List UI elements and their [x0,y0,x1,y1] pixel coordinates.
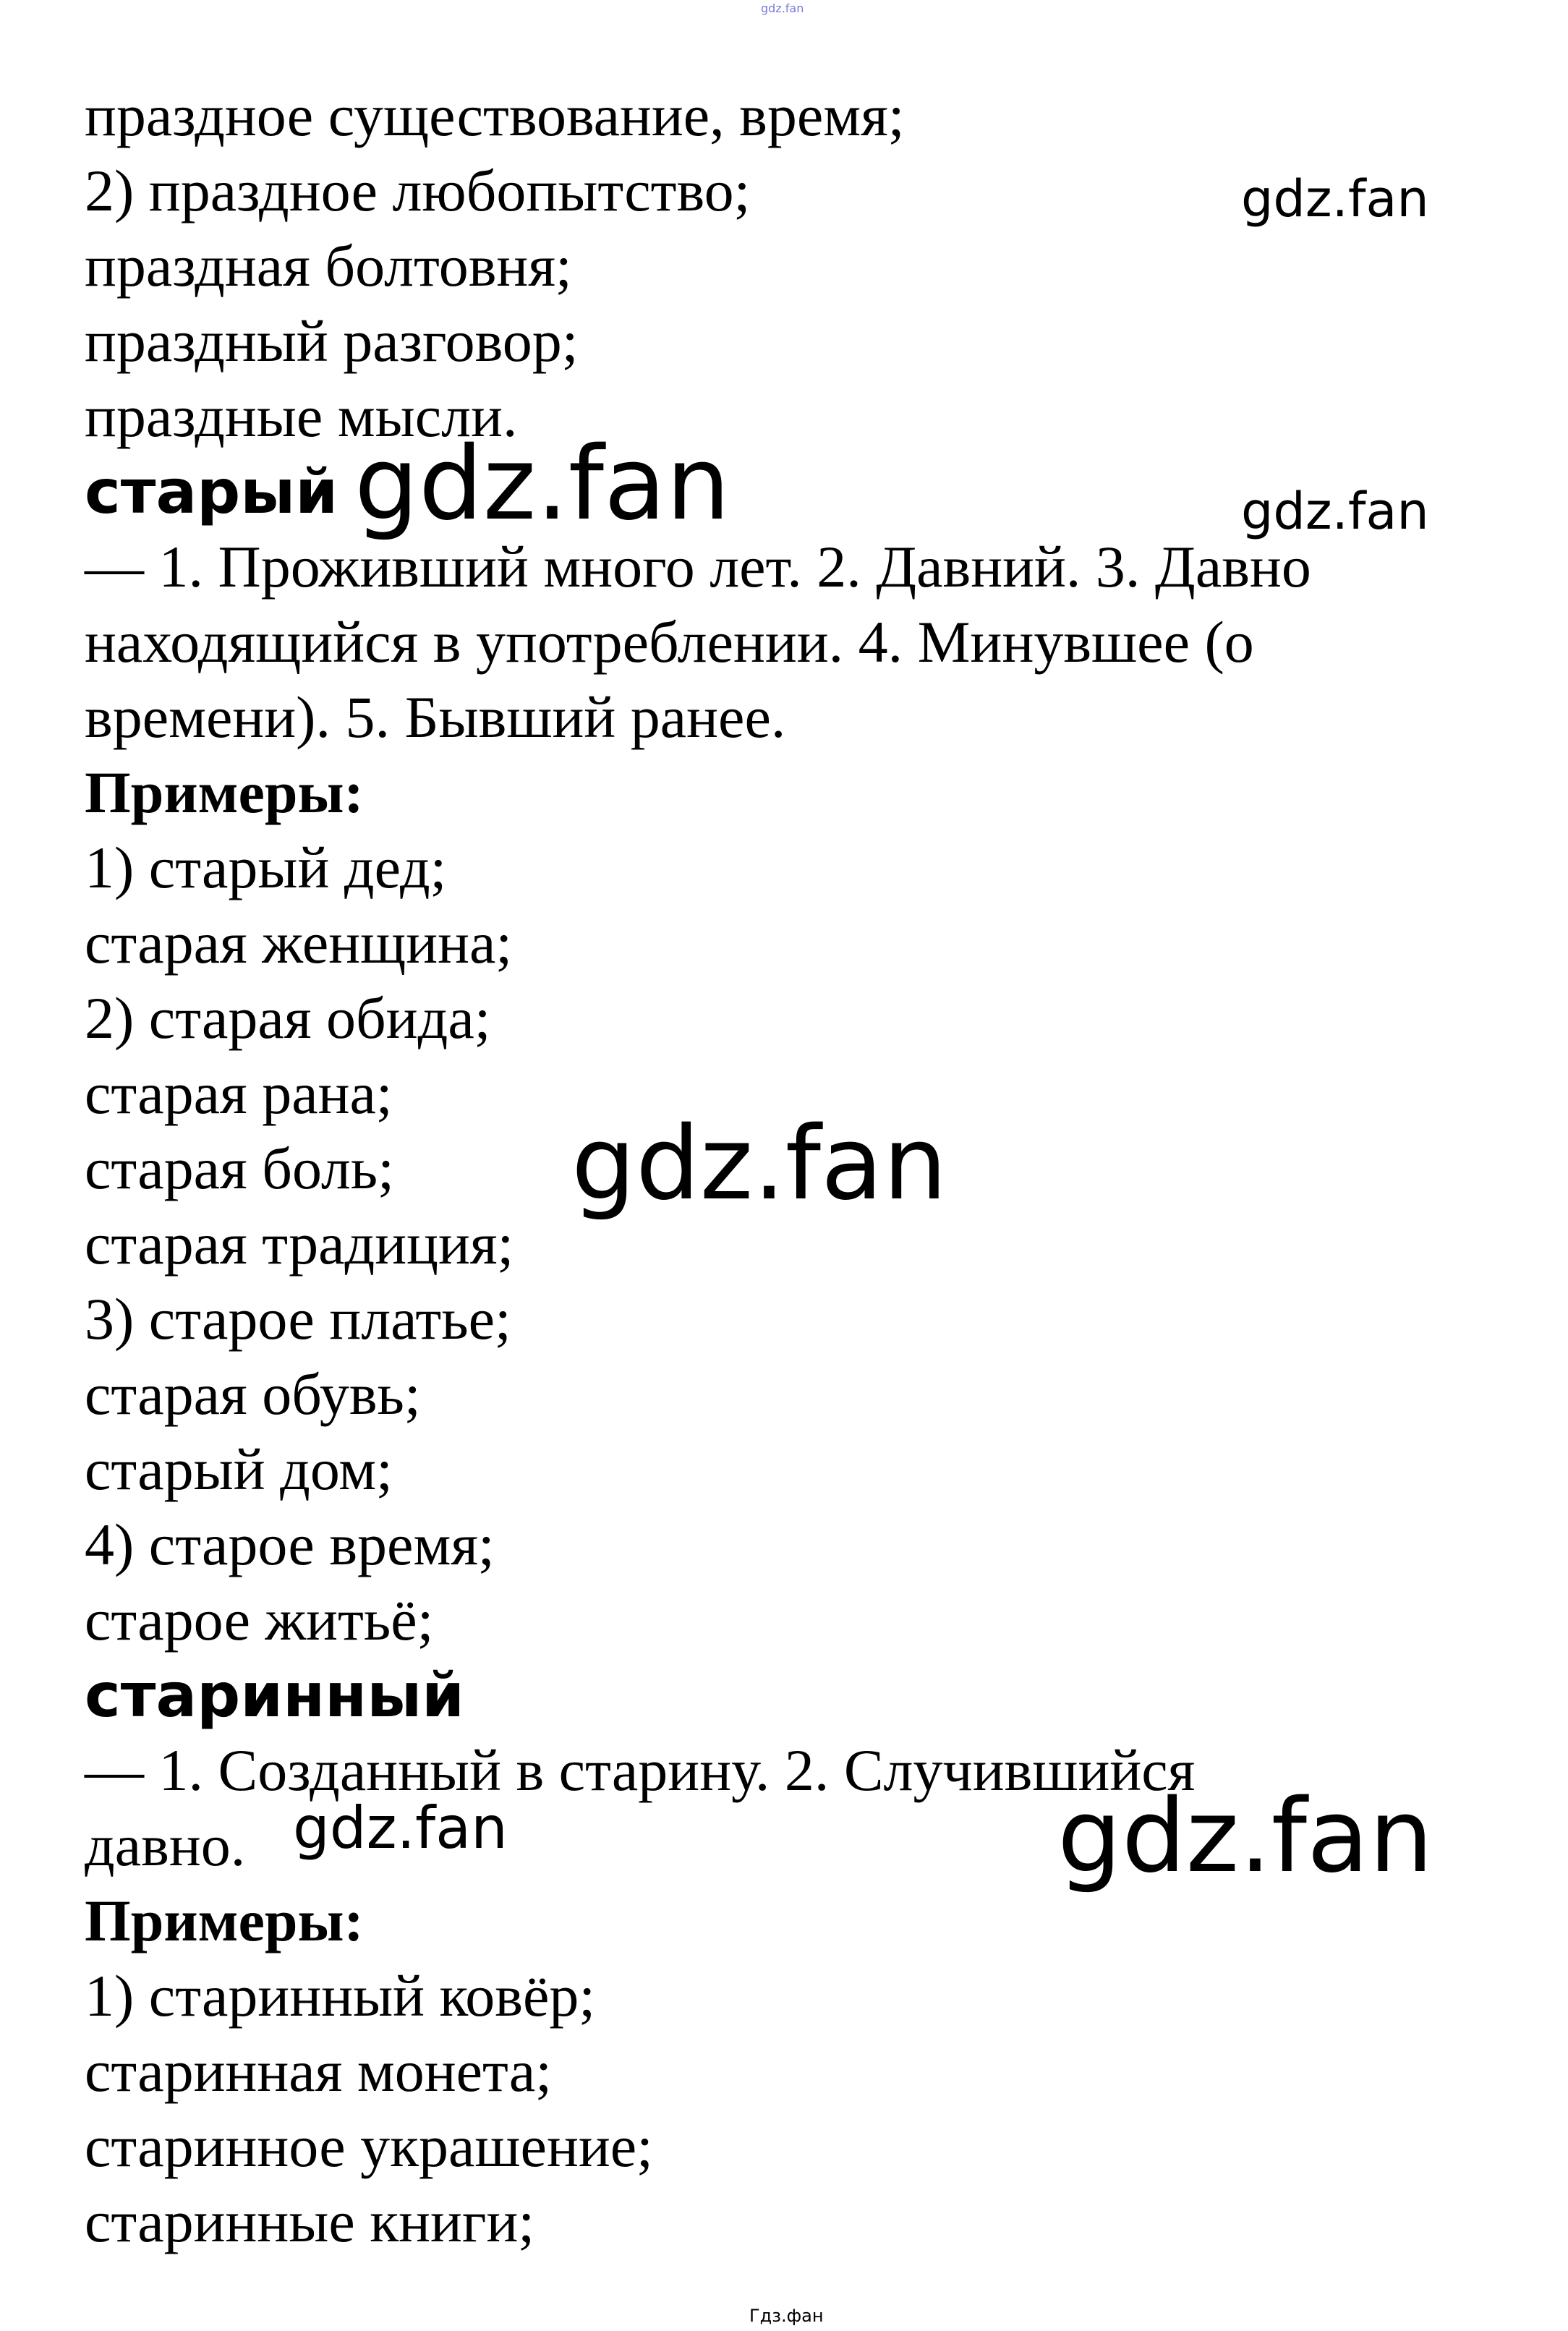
example-line: 3) старое платье; [85,1286,511,1352]
example-line: 1) старинный ковёр; [85,1963,596,2029]
watermark-text: gdz.fan [571,1105,947,1223]
example-line: старинное украшение; [85,2113,653,2179]
example-line: старинные книги; [85,2189,535,2254]
top-watermark: gdz.fan [761,1,804,15]
definition-line: — 1. Проживший много лет. 2. Давний. 3. Давно [85,534,1311,600]
continuation-line: праздное существование, время; [85,82,905,148]
continuation-line: 2) праздное любопытство; [85,158,751,223]
example-line: старая традиция; [85,1211,514,1277]
example-line: 2) старая обида; [85,985,491,1051]
continuation-line: праздный разговор; [85,308,579,374]
watermark-text: gdz.fan [1241,169,1429,229]
example-line: старое житьё; [85,1587,434,1653]
watermark-text: gdz.fan [293,1794,508,1862]
examples-label: Примеры: [85,1888,364,1953]
definition-line: — 1. Созданный в старину. 2. Случившийся [85,1737,1196,1803]
entry-headword: старинный [85,1660,465,1731]
footer-watermark: Гдз.фан [749,2306,824,2326]
continuation-line: праздная болтовня; [85,233,572,299]
example-line: старая рана; [85,1060,393,1126]
example-line: 1) старый дед; [85,835,447,900]
continuation-line: праздные мысли. [85,383,518,449]
watermark-text: gdz.fan [1057,1778,1433,1896]
examples-label: Примеры: [85,759,364,825]
example-line: старинная монета; [85,2038,553,2104]
example-line: старая обувь; [85,1361,421,1427]
example-line: старый дом; [85,1436,393,1502]
definition-line: находящийся в употреблении. 4. Минувшее (о [85,609,1254,675]
example-line: старая женщина; [85,910,513,976]
definition-line: давно. [85,1812,246,1878]
example-line: 4) старое время; [85,1512,495,1577]
definition-line: времени). 5. Бывший ранее. [85,684,786,750]
entry-headword: старый [85,456,338,527]
watermark-text: gdz.fan [1241,482,1429,541]
watermark-text: gdz.fan [354,425,730,543]
example-line: старая боль; [85,1135,394,1201]
